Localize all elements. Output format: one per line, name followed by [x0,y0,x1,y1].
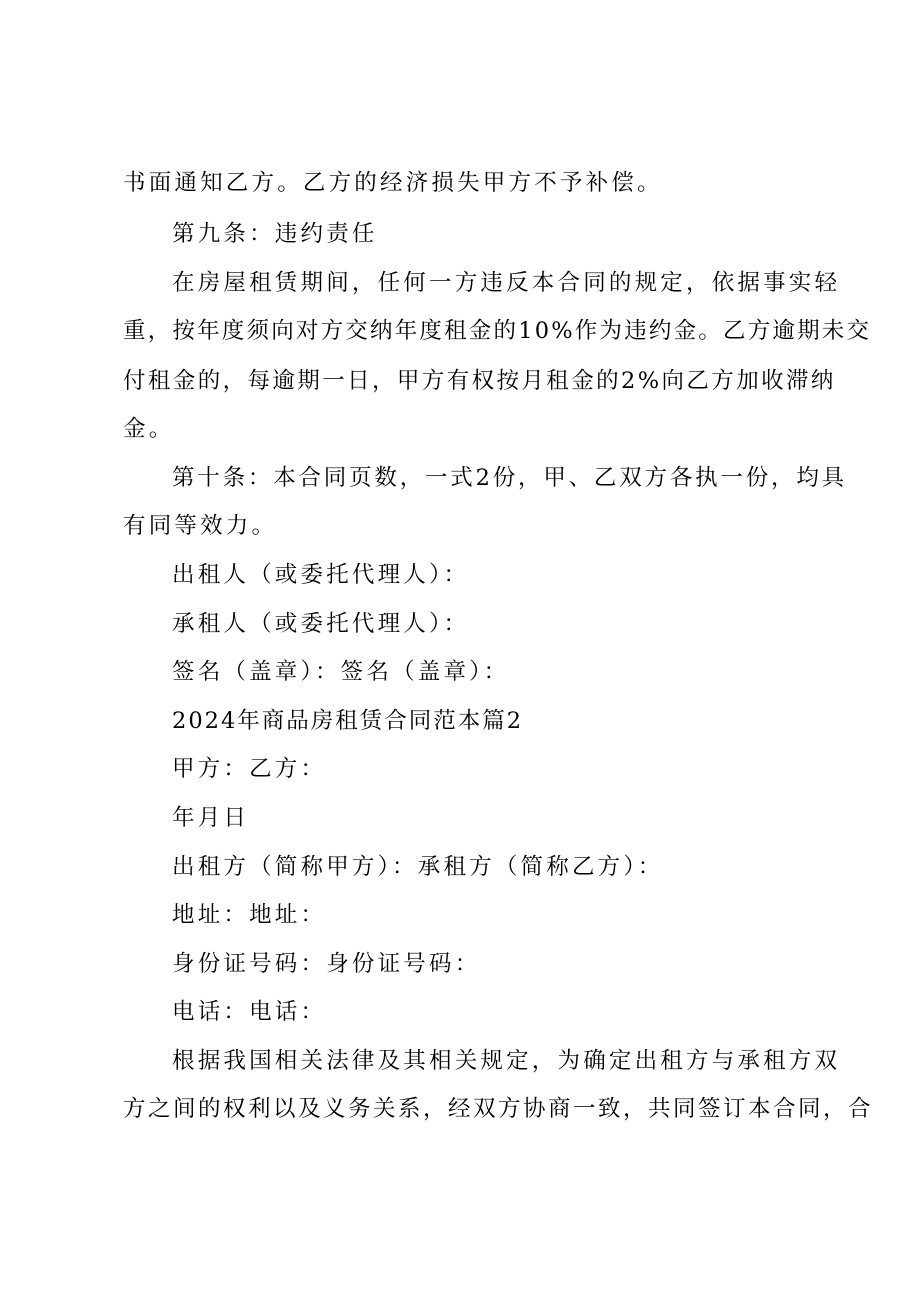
preamble-line-2: 方之间的权利以及义务关系，经双方协商一致，共同签订本合同，合 [123,1096,874,1122]
text-line-6: 金。 [123,416,175,442]
address-labels: 地址：地址： [172,902,327,928]
text-line-1: 书面通知乙方。乙方的经济损失甲方不予补偿。 [123,170,663,196]
text-line-5: 付租金的，每逾期一日，甲方有权按月租金的2%向乙方加收滞纳 [123,368,836,394]
lessor-lessee-labels: 出租方（简称甲方）：承租方（简称乙方）： [172,854,664,880]
party-labels: 甲方：乙方： [172,756,327,782]
lessor-signature-label: 出租人（或委托代理人）： [172,562,470,588]
preamble-line-1: 根据我国相关法律及其相关规定，为确定出租方与承租方双 [172,1048,841,1074]
text-line-3: 在房屋租赁期间，任何一方违反本合同的规定，依据事实轻 [172,270,841,296]
seal-labels: 签名（盖章）：签名（盖章）： [172,659,510,685]
section-title: 2024年商品房租赁合同范本篇2 [172,708,524,734]
lessee-signature-label: 承租人（或委托代理人）： [172,611,470,637]
id-number-labels: 身份证号码：身份证号码： [172,951,481,977]
article-9-heading: 第九条：违约责任 [172,221,378,247]
phone-labels: 电话：电话： [172,999,327,1025]
text-line-4: 重，按年度须向对方交纳年度租金的10%作为违约金。乙方逾期未交 [123,318,872,344]
article-10-line-2: 有同等效力。 [123,513,278,539]
date-label: 年月日 [172,805,250,831]
article-10-line-1: 第十条：本合同页数，一式2份，甲、乙双方各执一份，均具 [172,465,847,491]
